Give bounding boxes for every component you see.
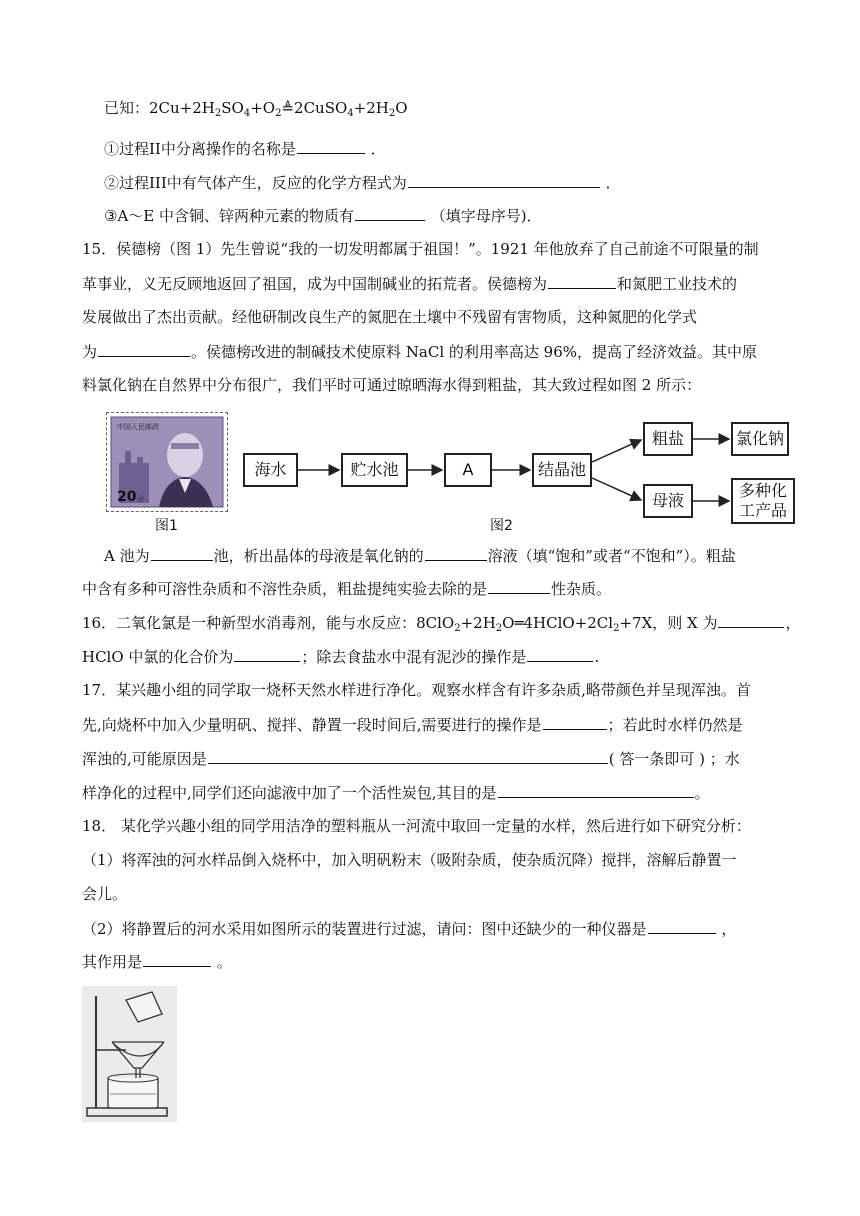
q15-line-5: 料氯化钠在自然界中分布很广，我们平时可通过晾晒海水得到粗盐，其大致过程如图 2 所示： — [82, 376, 702, 394]
item-text: ． — [370, 140, 386, 158]
node-chemical-products: 多种化工产品 — [731, 478, 795, 524]
q16-line-1 — [82, 612, 801, 634]
q16-text: +2H — [460, 614, 496, 632]
q18-text: 。 — [216, 953, 232, 971]
answer-blank[interactable] — [488, 578, 550, 594]
q18-line-5 — [82, 951, 790, 972]
item-text: ③A～E 中含铜、锌两种元素的物质有 — [104, 207, 354, 225]
node-mother-liquor: 母液 — [643, 484, 693, 518]
eq-text: 2CuSO — [294, 99, 348, 117]
fig2-caption: 图2 — [490, 518, 513, 534]
stamp-country-text: 中国人民邮政 — [117, 423, 159, 431]
eq-text: +2H — [353, 99, 389, 117]
eq-text: +O — [250, 99, 276, 117]
q17-text: ；若此时水样仍然是 — [607, 716, 743, 734]
item-text: （填字母序号)． — [430, 207, 542, 225]
node-crude-salt: 粗盐 — [643, 422, 693, 456]
q15-text: 和氮肥工业技术的 — [617, 275, 738, 293]
q15-after-line-1 — [104, 545, 790, 566]
answer-blank[interactable] — [527, 646, 593, 662]
q16-text: . — [594, 648, 600, 666]
answer-blank[interactable] — [234, 646, 300, 662]
q16-text: +7X，则 X 为 — [619, 614, 718, 632]
q17-line-3 — [82, 748, 790, 769]
answer-blank[interactable] — [543, 714, 607, 730]
q17-text: 先,向烧杯中加入少量明矾、搅拌、静置一段时间后,需要进行的操作是 — [82, 716, 542, 734]
q17-text: ( 答一条即可 ) ；水 — [608, 750, 740, 768]
q17-text: 样净化的过程中,同学们还向滤液中加了一个活性炭包,其目的是 — [82, 784, 497, 802]
arrow — [592, 440, 641, 462]
node-crystallization-pool: 结晶池 — [532, 453, 592, 487]
eq-sub: 2 — [275, 108, 282, 119]
q16-text: 16．二氧化氯是一种新型水消毒剂，能与水反应：8ClO — [82, 614, 455, 632]
q16-sub: 2 — [454, 623, 461, 634]
q16-line-2 — [82, 646, 790, 667]
heat-equals-sign: ≜ — [281, 99, 295, 117]
q18-text: ， — [721, 920, 737, 938]
q16-text: ；除去食盐水中混有泥沙的操作是 — [301, 648, 527, 666]
eq-sub: 4 — [347, 108, 354, 119]
stamp-value: 20 — [117, 489, 137, 505]
q15-text: 溶液（填“饱和”或者“不饱和”）。粗盐 — [487, 547, 736, 565]
flow-arrows — [0, 0, 860, 560]
q18-line-1: 18． 某化学兴趣小组的同学用洁净的塑料瓶从一河流中取回一定量的水样，然后进行如下研究分析： — [82, 817, 751, 835]
q16-sub: 2 — [495, 623, 503, 634]
q16-text: O═4HClO+2Cl — [502, 614, 614, 632]
answer-blank[interactable] — [151, 545, 213, 561]
q17-line-1: 17．某兴趣小组的同学取一烧杯天然水样进行净化。观察水样含有许多杂质,略带颜色并呈现浑浊。首 — [82, 681, 751, 699]
q15-text: A 池为 — [104, 547, 150, 565]
q15-text: 为 — [82, 343, 98, 361]
fig1-caption: 图1 — [155, 518, 178, 534]
q16-text: ， — [785, 614, 801, 632]
node-sodium-chloride: 氯化钠 — [731, 422, 789, 456]
node-storage-pool: 贮水池 — [341, 453, 408, 487]
q18-text: （2）将静置后的河水采用如图所示的装置进行过滤，请问：图中还缺少的一种仪器是 — [82, 920, 647, 938]
eq-text: SO — [221, 99, 244, 117]
q15-text: 中含有多种可溶性杂质和不溶性杂质，粗盐提纯实验去除的是 — [82, 580, 488, 598]
q17-text: 。 — [694, 784, 710, 802]
node-seawater: 海水 — [243, 453, 298, 487]
item-text: ②过程III中有气体产生，反应的化学方程式为 — [104, 174, 407, 192]
q16-text: HClO 中氯的化合价为 — [82, 648, 234, 666]
q17-text: 浑浊的,可能原因是 — [82, 750, 207, 768]
eq-text: O — [395, 99, 408, 117]
q15-line-1: 15．侯德榜（图 1）先生曾说“我的一切发明都属于祖国！”。1921 年他放弃了自己前途不可限量的制 — [82, 240, 759, 258]
q15-text: 革事业，义无反顾地返回了祖国，成为中国制碱业的拓荒者。侯德榜为 — [82, 275, 548, 293]
eq-sub: 4 — [243, 108, 251, 119]
answer-blank[interactable] — [718, 612, 784, 628]
filtration-apparatus-image — [82, 986, 177, 1122]
arrow — [592, 478, 641, 500]
answer-blank[interactable] — [425, 545, 487, 561]
q17-line-2 — [82, 714, 790, 735]
q15-text: 池，析出晶体的母液是氧化钠的 — [213, 547, 424, 565]
eq-sub: 2 — [214, 108, 222, 119]
q18-line-2: （1）将浑浊的河水样品倒入烧杯中，加入明矾粉末（吸附杂质，使杂质沉降）搅拌，溶解后静置一 — [82, 851, 737, 869]
eq-sub: 2 — [388, 108, 396, 119]
q17-line-4 — [82, 782, 790, 803]
item-text: ． — [605, 174, 621, 192]
q15-text: 。侯德榜改进的制碱技术使原料 NaCl 的利用率高达 96%，提高了经济效益。其中原 — [191, 343, 758, 361]
q15-after-line-2 — [82, 578, 790, 599]
node-pool-a: A — [444, 453, 492, 487]
answer-blank[interactable] — [143, 951, 211, 967]
answer-blank[interactable] — [648, 918, 716, 934]
q16-sub: 2 — [613, 623, 620, 634]
answer-blank[interactable] — [498, 782, 694, 798]
eq-text: 已知：2Cu+2H — [104, 99, 215, 117]
q18-line-4 — [82, 918, 790, 939]
q18-text: 其作用是 — [82, 953, 143, 971]
q15-line-3: 发展做出了杰出贡献。经他研制改良生产的氮肥在土壤中不残留有害物质，这种氮肥的化学式 — [82, 308, 698, 326]
stamp-unit: 分 — [137, 495, 144, 503]
q15-text: 性杂质。 — [551, 580, 612, 598]
q18-line-3: 会儿。 — [82, 885, 128, 903]
answer-blank[interactable] — [208, 748, 608, 764]
item-text: ①过程II中分离操作的名称是 — [104, 140, 296, 158]
